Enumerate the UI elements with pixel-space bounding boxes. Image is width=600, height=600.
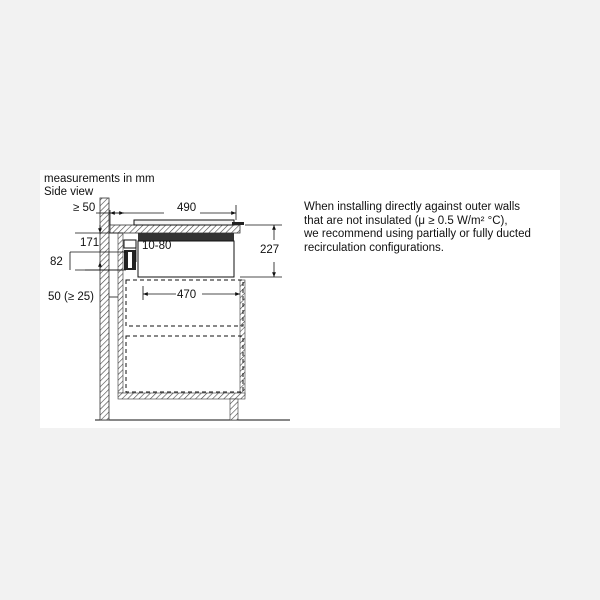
dim-490-label: 490 <box>177 202 197 214</box>
note-line: we recommend using partially or fully ducted <box>304 228 531 240</box>
cabinet-back-wall <box>118 233 123 393</box>
dim-back-gap-label: 50 (≥ 25) <box>48 291 94 303</box>
dim-wall-gap-label: ≥ 50 <box>73 202 96 214</box>
plinth <box>230 399 238 420</box>
dim-227-label: 227 <box>260 244 280 256</box>
units-label: measurements in mm <box>44 173 155 185</box>
note-line: recirculation configurations. <box>304 241 444 254</box>
dim-10-80-label: 10-80 <box>142 240 172 252</box>
cabinet-base <box>118 393 245 399</box>
dim-171-label: 171 <box>80 237 100 249</box>
installation-note <box>304 201 554 255</box>
worktop <box>110 225 240 233</box>
dim-470-label: 470 <box>177 289 197 301</box>
hob-edge <box>232 222 244 225</box>
hob-glass <box>134 220 234 225</box>
view-label: Side view <box>44 186 94 198</box>
duct-unit-top <box>124 240 136 248</box>
dim-82-label: 82 <box>50 256 63 268</box>
upper-drawer <box>126 280 243 326</box>
wall <box>100 198 109 420</box>
note-line: that are not insulated (μ ≥ 0.5 W/m² °C), <box>304 214 508 227</box>
lower-drawer <box>126 336 243 392</box>
note-line: When installing directly against outer walls <box>304 201 521 213</box>
duct-unit-slot <box>128 252 132 268</box>
